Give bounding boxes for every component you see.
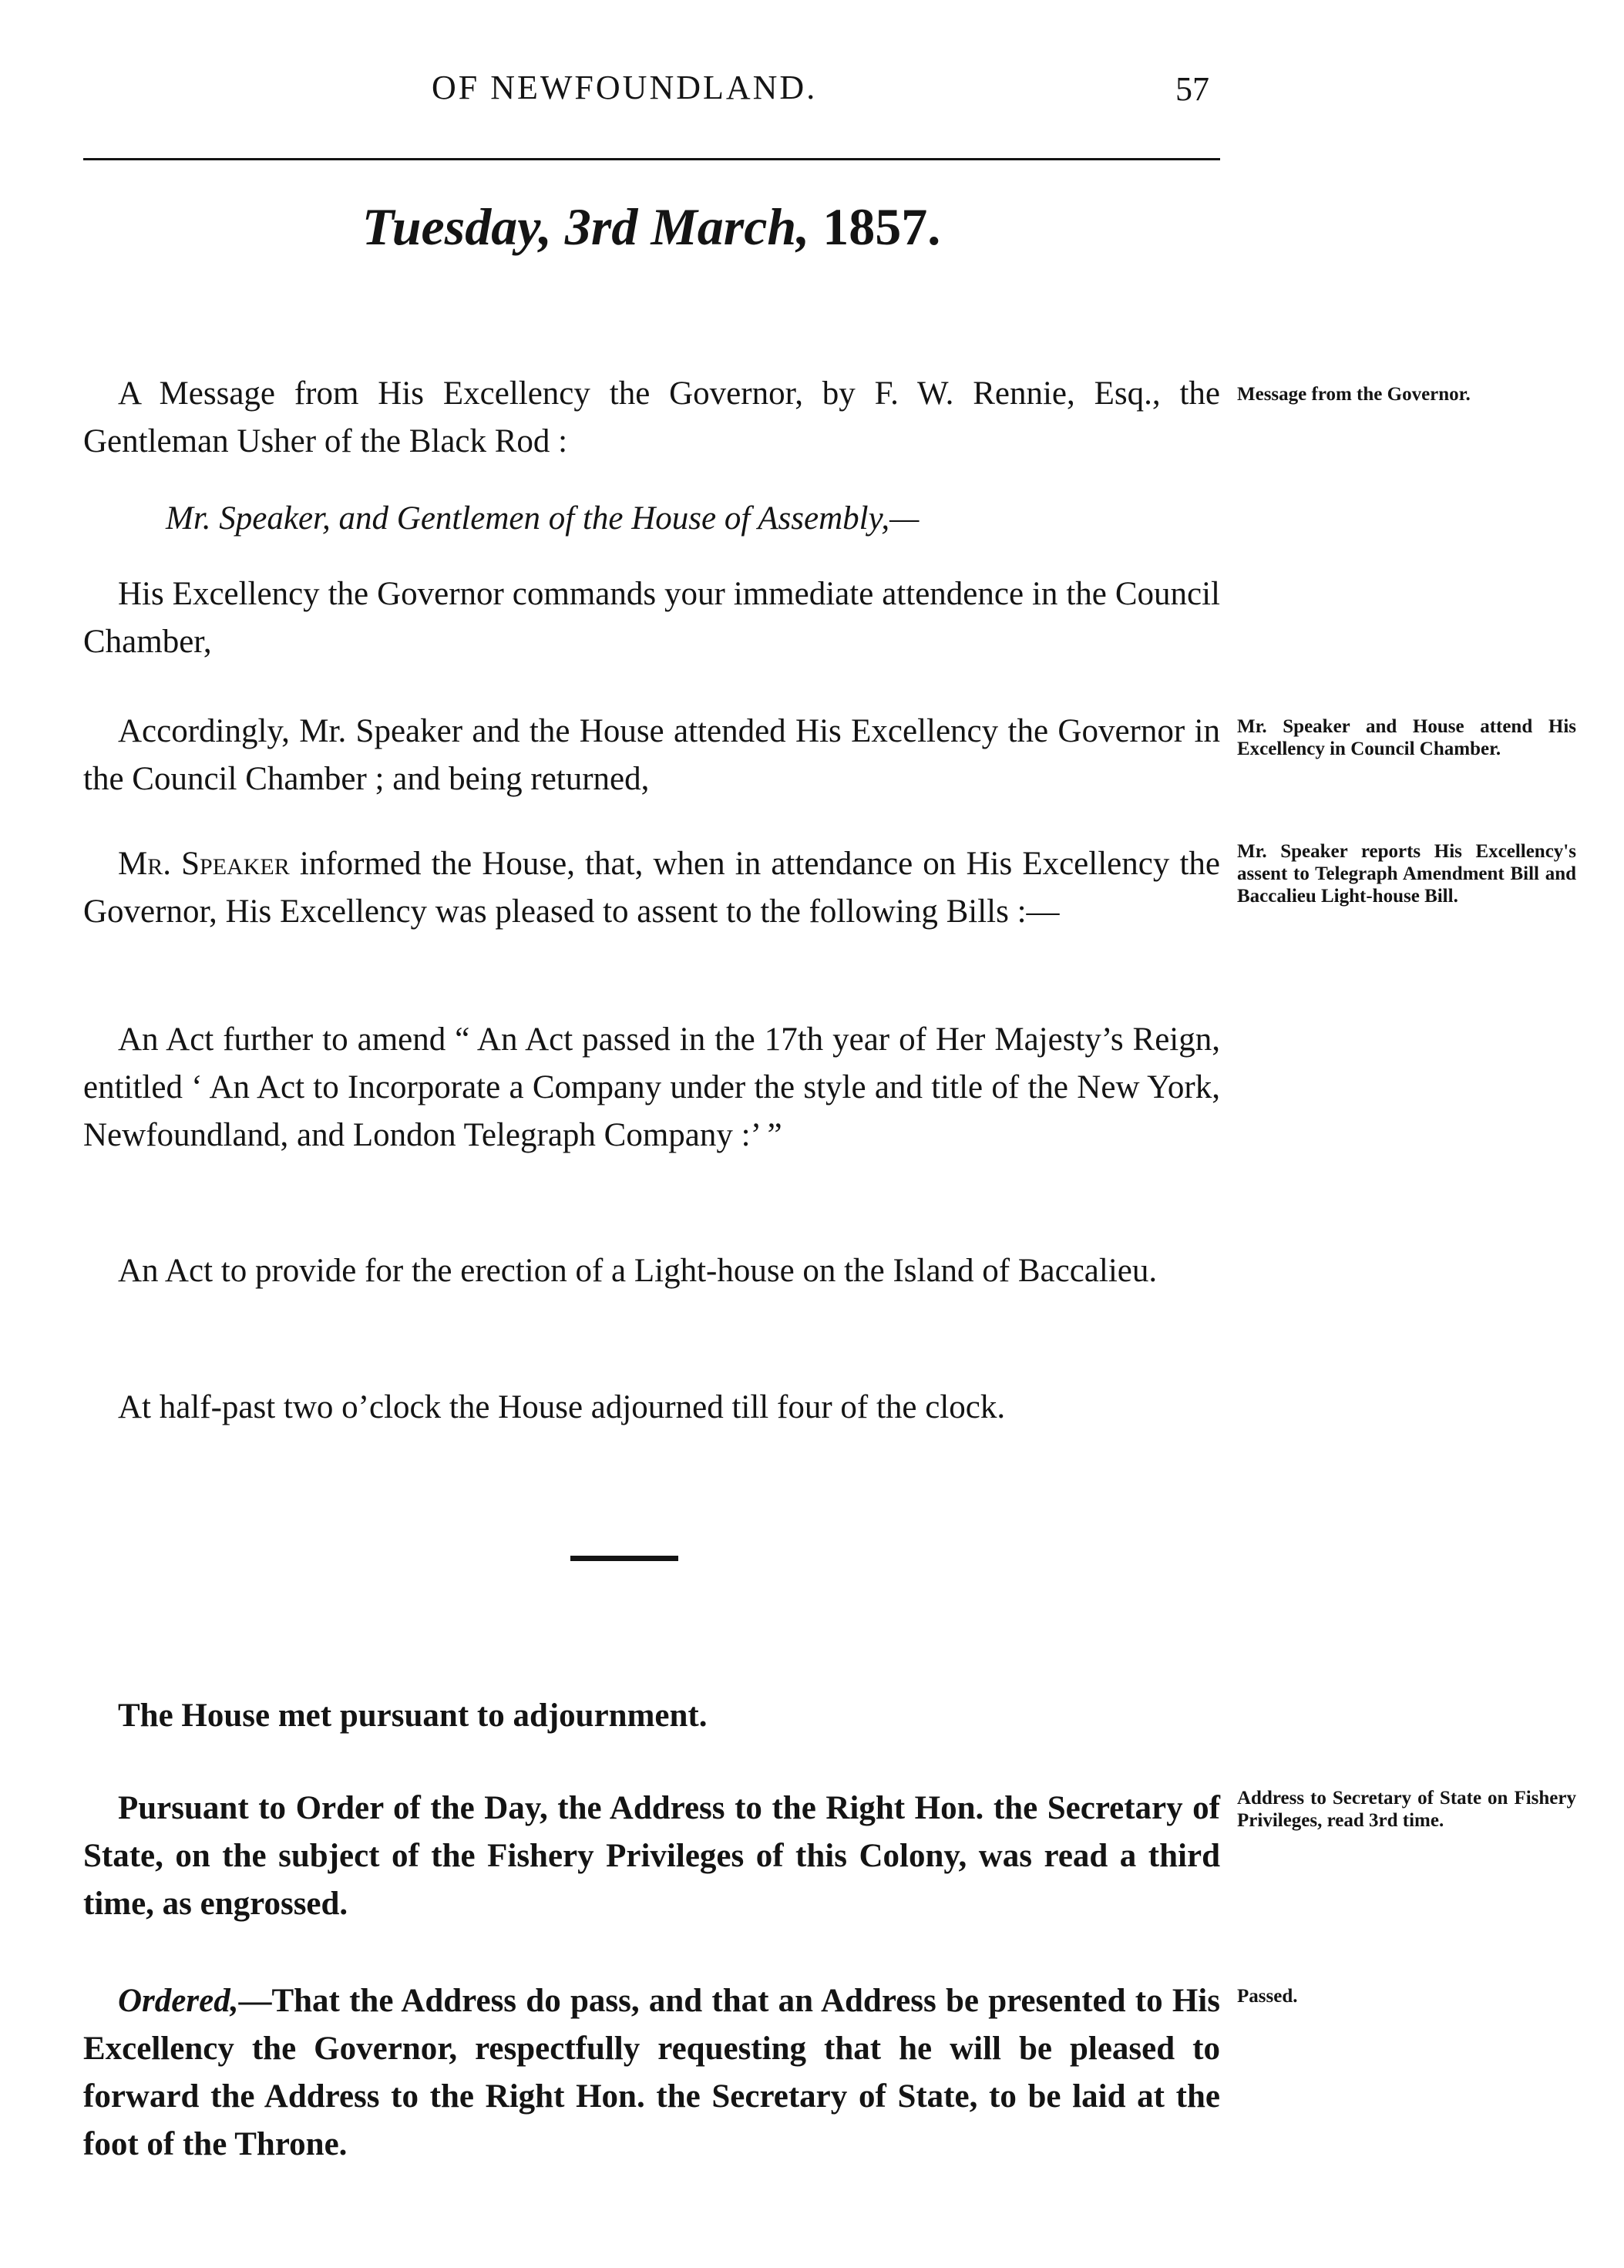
paragraph-message: A Message from His Excellency the Governor, by F. W. Rennie, Esq., the Gentleman Usher of the Black Rod : (83, 375, 1220, 459)
paragraph-telegraph-act: An Act further to amend “ An Act passed in the 17th year of Her Majesty’s Reign, entitled ‘ An Act to Incorporate a Company under the style and title of the New York, Newfoundland, and London Telegraph Company :’ ” (83, 1021, 1220, 1153)
margin-note-passed: Passed. (1237, 1986, 1298, 2007)
ordered-lead: Ordered, (118, 1983, 239, 2019)
paragraph-house-met: The House met pursuant to adjournment. (118, 1698, 708, 1734)
margin-note-message: Message from the Governor. (1237, 384, 1471, 405)
header-rule (83, 158, 1220, 160)
date-day: 3rd (564, 197, 638, 256)
date-month: March, (651, 197, 810, 256)
paragraph-adjourned: At half-past two o’clock the House adjourned till four of the clock. (118, 1389, 1006, 1425)
date-weekday: Tuesday, (361, 197, 552, 256)
paragraph-command: His Excellency the Governor commands your immediate attendence in the Council Chamber, (83, 576, 1220, 660)
margin-note-address: Address to Secretary of State on Fishery Privileges, read 3rd time. (1237, 1788, 1576, 1831)
date-year: 1857. (822, 197, 941, 256)
ordered-text: —That the Address do pass, and that an Address be presented to His Excellency the Governor, respectfully requesting that he will be pleased to forward the Address to the Right Hon. the Secretary of State, to be laid at the foot of the Throne. (83, 1983, 1220, 2162)
running-head: OF NEWFOUNDLAND. (432, 69, 818, 106)
paragraph-attendance: Accordingly, Mr. Speaker and the House attended His Excellency the Governor in the Council Chamber ; and being returned, (83, 713, 1220, 797)
paragraph-lighthouse-act: An Act to provide for the erection of a Light-house on the Island of Baccalieu. (118, 1253, 1158, 1289)
margin-note-attendance: Mr. Speaker and House attend His Excellency in Council Chamber. (1237, 716, 1576, 759)
page-number: 57 (1175, 70, 1209, 108)
speaker-lead: Mr. Speaker (118, 846, 290, 882)
paragraph-ordered (83, 1977, 1220, 2169)
assent-text: informed the House, that, when in attendance on His Excellency the Governor, His Excellency was pleased to assent to the following Bills :— (83, 846, 1220, 930)
paragraph-assent (83, 840, 1220, 936)
salutation: Mr. Speaker, and Gentlemen of the House of Assembly,— (166, 500, 920, 537)
date-heading (0, 197, 1303, 257)
section-rule (570, 1556, 678, 1561)
margin-note-assent: Mr. Speaker reports His Excellency's assent to Telegraph Amendment Bill and Baccalieu Light-house Bill. (1237, 841, 1576, 907)
paragraph-address-read: Pursuant to Order of the Day, the Address to the Right Hon. the Secretary of State, on the subject of the Fishery Privileges of this Colony, was read a third time, as engrossed. (83, 1790, 1220, 1922)
